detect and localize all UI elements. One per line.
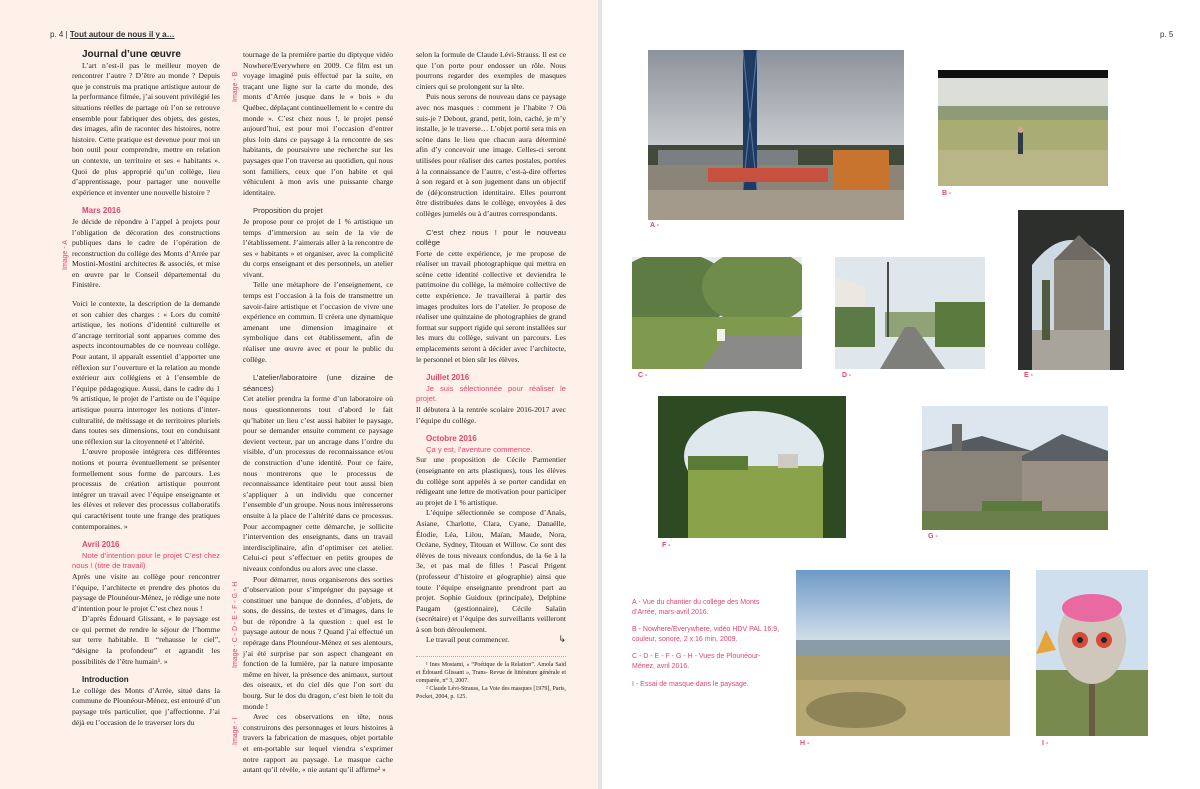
photo-h-label: H -	[800, 740, 810, 747]
section-heading-octobre: Octobre 2016	[426, 434, 477, 444]
legend-i: I - Essai de masque dans le paysage.	[632, 680, 749, 688]
paragraph: Pour démarrer, nous organiserons des sorties d’observation pour s’imprégner du paysage et constituer une banque de données, d’objets, de sons, de dessins, de textes et d’images, dans le but de répondre à la question : quel est le paysage autour de nous ? Quand j’ai effectué un repérage dans Plounéour-Ménez et ses alentours, j’ai été surprise par son aspect changeant en fonction de la lumière, par la nature imposante même en hiver, la présence des animaux, surtout des oiseaux, et du ciel dès que l’on sort du bourg. Sur le dos du dragon, c’est bien le toit du monde !	[243, 574, 393, 711]
photo-a-construction-site	[648, 50, 904, 220]
paragraph: Sur une proposition de Cécile Parmentier (enseignante en arts plastiques), tous les élèves du collège sont appelés à se porter candidat en rédigeant une lettre de motivation pour participer au projet de 1 % artistique.	[416, 455, 566, 507]
photo-f-field-framed	[658, 396, 846, 538]
vertical-label-cdefgh: Image - C - D - E - F - G - H	[232, 581, 239, 668]
section-heading-mars: Mars 2016	[82, 206, 121, 216]
paragraph: L’œuvre proposée intégrera ces différentes notions et pourra éventuellement se présenter formellement sous forme de parcours. Les processus de création artistique pourront intégrer un travail avec l’équipe enseignante et les élèves et relever des processus collaboratifs qui caractérisent toute une frange des pratiques contemporaines. »	[72, 447, 220, 531]
section-heading-atelier: L’atelier/laboratoire (une dizaine de séances)	[243, 373, 393, 393]
photo-d-label: D -	[842, 372, 852, 379]
photo-a-label: A -	[650, 222, 660, 229]
section-subheading: Je suis sélectionnée pour réaliser le projet.	[416, 383, 566, 404]
section-heading-juillet: Juillet 2016	[426, 373, 470, 383]
photo-c-hedge-road	[632, 257, 802, 369]
page-number-right: p. 5	[1160, 30, 1174, 39]
footnote-1: ¹ Ines Mostami, « “Poétique de la Relation”. Amola Said et Édouard Glissant », Trans- Revue de littérature générale et comparée, n° 3, 2007.	[416, 662, 566, 685]
legend-cdefgh: C - D - E - F - G - H - Vues de Plounéour-Ménez, avril 2016.	[632, 653, 761, 670]
paragraph: Après une visite au collège pour rencontrer l’équipe, l’architecte et prendre des photos du paysage de Plounéour-Ménez, je rédige une note d’intention pour le projet C’est chez nous !	[72, 571, 220, 613]
paragraph: Je décide de répondre à l’appel à projets pour l’obligation de décoration des constructions publiques dans le cadre de l’opération de reconstruction du collège des Monts d’Arrée par Mostini-Mostini architectes & associés, et mise en œuvre par le Conseil départemental du Finistère.	[72, 216, 220, 290]
section-heading-proposition: Proposition du projet	[253, 206, 323, 216]
section-heading-avril: Avril 2016	[82, 540, 120, 550]
paragraph: L’équipe sélectionnée se compose d’Anaïs, Asiane, Charlotte, Clara, Cyane, Danaëlle, Élodie, Léa, Lilou, Maïan, Maude, Nora, Océane, Sydney, Titouan et Willow. Ce sont des élèves de tous niveaux confondus, de la 6e à la 3e, et pas mal de filles ! Pascal Prigent (professeur d’histoire et géographie) ainsi que toute l’équipe enseignante prendront part au projet. Sophie Guidoux (principale), Delphine Paugam (gestionnaire), Cécile Salaün (secrétaire) et l’équipe des surveillants veilleront à son bon déroulement.	[416, 508, 566, 634]
photo-g-label: G -	[928, 533, 938, 540]
paragraph: selon la formule de Claude Lévi-Strauss. Il est ce que l’on porte pour endosser un rôle. Nous pourrons regarder des exemples de masques ciniers qui se prolongent sur la tête.	[416, 50, 566, 91]
text-column-1	[72, 50, 220, 728]
paragraph: D’après Édouard Glissant, « le paysage est ce qui permet de rendre le séjour de l’homme sur terre habitable. Il “rehausse le ciel”, “désigne la profondeur” et agrandit les possibilités de l’être humain¹. »	[72, 614, 220, 666]
paragraph	[416, 635, 566, 646]
photo-i-mask	[1036, 570, 1148, 736]
paragraph: Avec ces observations en tête, nous construirons des personnages et leurs histoires à travers la fabrication de masques, objet portable et em-portable sur lequel viendra s’exprimer notre rapport au paysage. Le masque cache autant qu’il révèle, « nie autant qu’il affirme² »	[243, 712, 393, 775]
paragraph: Telle une métaphore de l’enseignement, ce temps est l’occasion à la fois de transmettre un savoir-faire artistique et l’occasion de vivre une expérience en commun. Il créera une dynamique amenant une dimension imaginaire et symbolique dans cet établissement, afin de réaliser une œuvre avec et pour le public du collège.	[243, 280, 393, 364]
text-column-3	[416, 50, 566, 701]
photo-f-label: F -	[662, 542, 671, 549]
legend-b: B - Nowhere/Everywhere, vidéo HDV PAL 16:9, couleur, sonore, 2 x 16 min, 2009.	[632, 626, 780, 643]
section-subheading: Note d’intention pour le projet C’est chez nous ! (titre de travail)	[72, 550, 220, 571]
photo-c-label: C -	[638, 372, 648, 379]
photo-d-village-road	[835, 257, 985, 369]
photo-e-label: E -	[1024, 372, 1033, 379]
paragraph: Puis nous serons de nouveau dans ce paysage avec nos masques : comment je l’habite ? Où suis-je ? Debout, grand, petit, loin, caché, je m’y installe, je le traverse… L’objet porté sera mis en scène dans le lieu que chacun aura déterminé afin d’y concevoir une image. Celles-ci seront utilisées pour réaliser des cartes postales, portées à la connaissance de l’autre, c’est-à-dire offertes à son regard et à son jugement dans un objectif de (dé)construction identitaire. Elles pourront être distribuées dans le collège, envoyées à des collèges jumelés ou à d’autres correspondants.	[416, 92, 566, 218]
paragraph: Il débutera à la rentrée scolaire 2016-2017 avec l’équipe du collège.	[416, 405, 566, 425]
section-heading-cest-chez-nous: C’est chez nous ! pour le nouveau collège	[416, 227, 566, 248]
paragraph: Cet atelier prendra la forme d’un laboratoire où nous questionnerons tout d’abord le fait qu’habiter un lieu c’est aussi habiter le paysage, pour se demander ensuite comment ce paysage devient vecteur, par un ancrage dans l’ordre du visible, d’un processus de reconnaissance et/ou de construction d’une identité. Pour ce faire, nous montrerons que le processus de reconnaissance identitaire peut tout aussi bien s’appliquer à un individu que concerner l’ensemble d’un groupe. Nous nous intéresserons ensuite à la place de l’altérité dans ce processus. Pour accompagner cette démarche, je sollicite l’intervention des enseignants, dans un travail interdisciplinaire, afin d’optimiser cet atelier. Celui-ci peut s’effectuer en petits groupes de niveaux confondus ou alors avec une classe.	[243, 394, 393, 573]
continue-arrow-icon: ↳	[558, 635, 566, 646]
photo-e-church-arch	[1018, 210, 1124, 370]
vertical-label-i: Image - I	[232, 717, 239, 745]
section-heading-introduction: Introduction	[82, 675, 129, 685]
paragraph: L’art n’est-il pas le meilleur moyen de rencontrer l’autre ? D’être au monde ? Depuis que je construis ma pratique artistique autour de la performance filmée, j’ai souvent privilégié les situations réelles de partage où l’on se retrouve ensemble pour fabriquer des objets, des gestes, des images, afin de raconter des histoires, notre histoire. Cette pratique est devenue pour moi un bon outil pour comprendre, mettre en relation un contexte, un territoire et ses « habitants ». Quoi de plus approprié qu’un collège, lieu d’apprentissage, pour partager une nouvelle expérience et inventer une nouvelle histoire ?	[72, 60, 220, 197]
paragraph: Voici le contexte, la description de la demande et son cahier des charges : « Lors du comité artistique, les notions d’identité culturelle et d’ancrage territorial sont apparues comme des aspects incontournables de ce nouveau collège. Pour autant, il apparaît essentiel d’apporter une réflexion sur l’ouverture et la relation au monde extérieur aux collégiens et à l’ensemble de l’équipe pédagogique. Aussi, dans le cadre du 1 % artistique, le projet de l’artiste ou de l’équipe artistique pourra interroger les notions d’inter-culturalité, de métissage et de territoires pluriels dans toutes ses dimensions, tout en conduisant une réflexion sur la citoyenneté et l’altérité.	[72, 299, 220, 446]
legend-a: A - Vue du chantier du collège des Monts d’Arrée, mars-avril 2016.	[632, 599, 760, 616]
paragraph: Je propose pour ce projet de 1 % artistique un temps d’immersion au sein de la vie de l’établissement. J’aimerais aller à la rencontre de ses « habitants » et organiser, avec la complicité du corps enseignant et des personnels, un atelier vivant.	[243, 216, 393, 279]
closing-line: Le travail peut commencer.	[426, 635, 510, 645]
article-title: Journal d’une œuvre	[82, 49, 181, 60]
section-subheading: Ça y est, l’aventure commence.	[426, 444, 533, 454]
running-title: Tout autour de nous il y a…	[69, 30, 175, 39]
vertical-label-a: Image - A	[62, 240, 69, 270]
page-number-left: p. 4	[50, 30, 64, 39]
footnote-2: ² Claude Lévi-Strauss, La Voie des masques [1979], Paris, Pocket, 2004, p. 125.	[416, 686, 566, 701]
photo-i-label: I -	[1042, 740, 1049, 747]
text-column-2	[243, 50, 393, 776]
photo-h-moorland	[796, 570, 1010, 736]
photo-b-label: B -	[942, 190, 952, 197]
photo-g-stone-houses	[922, 406, 1108, 530]
photo-b-moor-figure	[938, 70, 1108, 186]
paragraph: Le collège des Monts d’Arrée, situé dans la commune de Plounéour-Ménez, est entouré d’un paysage très particulier, que j’affectionne. J’ai déjà eu l’occasion de le traverser lors du	[72, 685, 220, 727]
paragraph: tournage de la première partie du diptyque vidéo Nowhere/Everywhere en 2009. Ce film est un voyage imaginé puis effectué par la suite, en traçant une ligne sur la carte du monde, des monts d’Arrée jusque dans le « bois » du Québec, déplaçant continuellement le « centre du monde ». C’est chez nous !, le projet pensé aujourd’hui, est pour moi l’occasion d’entrer plus loin dans ce paysage à la rencontre de ses habitants, de poursuivre une recherche sur les paysages que l’on traverse au quotidien, qui nous sont familiers, ceux que l’on habite et qui véhiculent à mon avis une puissante charge identitaire.	[243, 50, 393, 197]
vertical-label-b: Image - B	[232, 71, 239, 102]
footnote-divider	[416, 656, 566, 657]
paragraph: Forte de cette expérience, je me propose de réaliser un travail photographique qui mettra en scène cette identité collective et deviendra le patrimoine du collège, la mémoire collective de cette expérience. Je travaillerai à partir des images produites lors de l’atelier. Je propose de réaliser une quinzaine de photographies de grand format sur support rigide qui seront installées sur les murs du collège, suivant un parcours. Les emplacements seront à décider avec l’architecte, le personnel et bien sûr les élèves.	[416, 248, 566, 364]
photo-legend	[632, 598, 782, 697]
folio-left: p. 4 | Tout autour de nous il y a…	[50, 30, 175, 39]
